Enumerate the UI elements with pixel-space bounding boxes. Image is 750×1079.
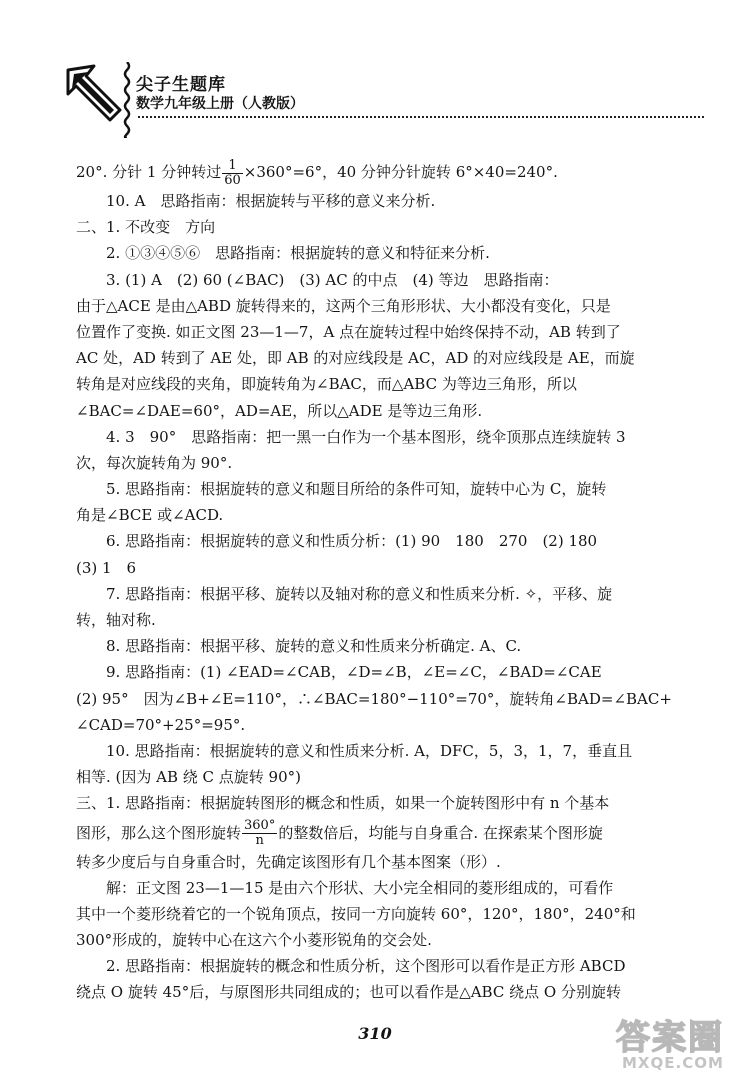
text-line: 10. 思路指南：根据旋转的意义和性质来分析. A，DFC，5，3，1，7，垂直且: [106, 741, 633, 760]
text-line: 其中一个菱形绕着它的一个锐角顶点，按同一方向旋转 60°，120°，180°，240°和: [76, 904, 636, 923]
text-line: 7. 思路指南：根据平移、旋转以及轴对称的意义和性质来分析. ✧，平移、旋: [106, 584, 613, 603]
text-line: 角是∠BCE 或∠ACD.: [76, 506, 224, 525]
text-line: 2. ①③④⑤⑥ 思路指南：根据旋转的意义和特征来分析.: [106, 244, 490, 263]
arrow-logo-icon: [64, 64, 124, 124]
text-line: 三、1. 思路指南：根据旋转图形的概念和性质，如果一个旋转图形中有 n 个基本: [76, 794, 610, 813]
text-line: ∠CAD=70°+25°=95°.: [76, 715, 246, 734]
wave-divider-icon: [122, 62, 132, 138]
fraction: $\frac{1}{60}$: [224, 157, 241, 188]
text-line: 5. 思路指南：根据旋转的意义和题目所给的条件可知，旋转中心为 C，旋转: [106, 480, 607, 499]
text-line: 4. 3 90° 思路指南：把一黑一白作为一个基本图形，绕伞顶那点连续旋转 3: [106, 427, 626, 446]
text-line: 20°. 分针 1 分钟转过 $\frac{1}{60}$ ×360°=6°，40 分钟分针旋转 6°×40=240°.: [76, 157, 558, 188]
text-line: 位置作了变换. 如正文图 23—1—7，A 点在旋转过程中始终保持不动，AB 转到了: [76, 322, 621, 341]
text-line: 解：正文图 23—1—15 是由六个形状、大小完全相同的菱形组成的，可看作: [106, 878, 614, 897]
text-line: 由于△ACE 是由△ABD 旋转得来的，这两个三角形形状、大小都没有变化，只是: [76, 296, 611, 315]
text-line: 转，轴对称.: [76, 611, 156, 629]
text-line: 2. 思路指南：根据旋转的概念和性质分析，这个图形可以看作是正方形 ABCD: [106, 957, 626, 976]
text-line: ∠BAC=∠DAE=60°，AD=AE，所以△ADE 是等边三角形.: [76, 401, 483, 420]
text-line: (2) 95° 因为∠B+∠E=110°，∴∠BAC=180°−110°=70°，旋转角∠BAD=∠BAC+: [76, 689, 672, 708]
text-line: 9. 思路指南：(1) ∠EAD=∠CAB，∠D=∠B，∠E=∠C，∠BAD=∠CAE: [106, 663, 602, 682]
text-line: 图形，那么这个图形旋转 $\frac{360^\circ}{n}$ 的整数倍后，均能与自身重合. 在探索某个图形旋: [76, 818, 603, 848]
watermark: [612, 1010, 742, 1076]
text-line: 300°形成的，旋转中心在这六个小菱形锐角的交会处.: [76, 931, 432, 950]
text-line: 10. A 思路指南：根据旋转与平移的意义来分析.: [106, 192, 436, 210]
text-line: 二、1. 不改变 方向: [76, 218, 216, 237]
watermark-url: MXQE.COM: [622, 1054, 724, 1072]
text-line: 次，每次旋转角为 90°.: [76, 453, 233, 472]
dotted-rule: [138, 116, 704, 118]
fraction: $\frac{360^\circ}{n}$: [244, 818, 276, 848]
text-line: (3) 1 6: [76, 558, 137, 577]
text-line: 相等. (因为 AB 绕 C 点旋转 90°): [76, 768, 302, 787]
text-line: AC 处，AD 转到了 AE 处，即 AB 的对应线段是 AC，AD 的对应线段是 AE，而旋: [76, 349, 635, 368]
text-line: 6. 思路指南：根据旋转的意义和性质分析：(1) 90 180 270 (2) 180: [106, 532, 598, 551]
series-title: 尖子生题库: [136, 75, 226, 95]
text-line: 绕点 O 旋转 45°后，与原图形共同组成的；也可以看作是△ABC 绕点 O 分别旋转: [76, 983, 621, 1002]
book-subtitle: 数学九年级上册（人教版）: [136, 96, 304, 112]
answer-text: [76, 156, 680, 1006]
text-line: 转角是对应线段的夹角，即旋转角为∠BAC，而△ABC 为等边三角形，所以: [76, 375, 577, 394]
watermark-text: 答案圈: [616, 1018, 724, 1058]
text-line: 3. (1) A (2) 60 (∠BAC) (3) AC 的中点 (4) 等边 思路指南：: [106, 270, 559, 289]
text-line: 8. 思路指南：根据平移、旋转的意义和性质来分析确定. A、C.: [106, 637, 522, 656]
text-line: 转多少度后与自身重合时，先确定该图形有几个基本图案（形）.: [76, 852, 501, 871]
page-header: [64, 50, 704, 150]
page-number: 310: [358, 1024, 392, 1043]
